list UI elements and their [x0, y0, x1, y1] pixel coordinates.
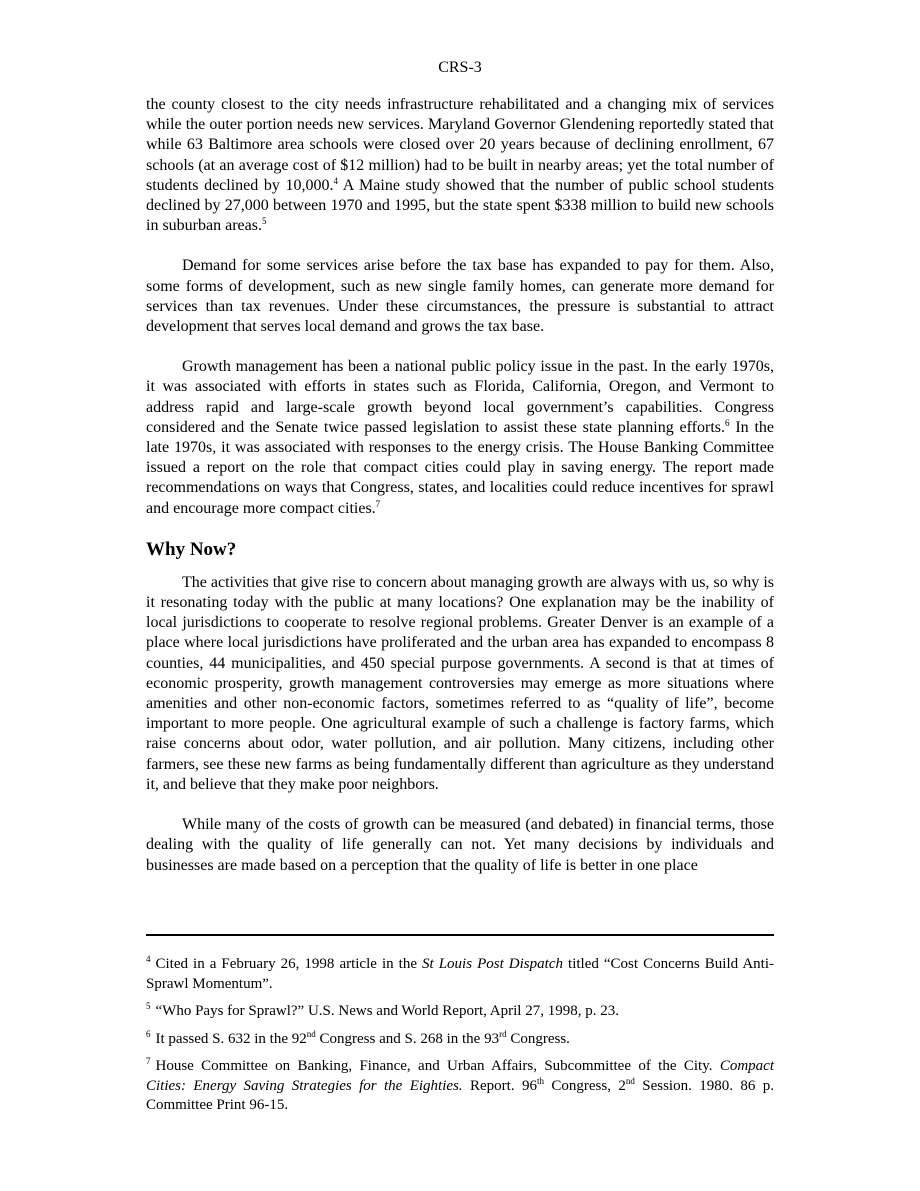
footnote-4-text-b: titled “Cost Concerns Build Anti-Sprawl Momentum”.	[146, 956, 774, 992]
footnote-7-text-c: Congress, 2	[544, 1077, 626, 1094]
paragraph-3	[146, 357, 774, 519]
footnote-5-mark: 5	[146, 1001, 151, 1011]
paragraph-1	[146, 95, 774, 236]
footnote-7-title: Compact Cities: Energy Saving Strategies for the Eighties.	[146, 1058, 774, 1094]
footnotes	[146, 955, 774, 1124]
paragraph-4: The activities that give rise to concern about managing growth are always with us, so why is it resonating today with the public at many locations? One explanation may be the inability of local jurisdictions to cooperate to resolve regional problems. Greater Denver is an example of a place where local jurisdictions have proliferated and the urban area has expanded to encompass 8 counties, 44 municipalities, and 450 special purpose governments. A second is that at times of economic prosperity, growth management controversies may emerge as more situations where amenities and other non-economic factors, sometimes referred to as “quality of life”, become important to more people. One agricultural example of such a challenge is factory farms, which raise concerns about odor, water pollution, and air pollution. Many citizens, including other farmers, see these new farms as being fundamentally different than agriculture as they understand it, and believe that they make poor neighbors.	[146, 573, 774, 793]
footnote-6	[146, 1030, 774, 1050]
footnote-7-ordinal-1: th	[536, 1075, 544, 1086]
footnote-6-text-b: Congress and S. 268 in the 93	[315, 1030, 500, 1047]
paragraph-5: While many of the costs of growth can be measured (and debated) in financial terms, those dealing with the quality of life generally can not. Yet many decisions by individuals and businesses are made based on a perception that the quality of life is better in one place	[146, 816, 774, 874]
footnote-6-mark: 6	[146, 1028, 151, 1039]
footnote-7-ordinal-2: nd	[625, 1075, 635, 1086]
footnote-4-title: St Louis Post Dispatch	[422, 956, 563, 972]
footnote-7-text-b: Report. 96	[462, 1077, 537, 1094]
footnote-4-text-a: Cited in a February 26, 1998 article in the	[155, 956, 423, 972]
footnote-ref-4: 4	[333, 175, 339, 186]
paragraph-3-text-a: Growth management has been a national public policy issue in the past. In the early 1970s, it was associated with efforts in states such as Florida, California, Oregon, and Vermont to address rapid and large-scale growth beyond local government’s capabilities. Congress considered and the Senate twice passed legislation to assist these state planning efforts.	[146, 358, 774, 436]
paragraph-1-text-b: A Maine study showed that the number of public school students declined by 27,000 between 1970 and 1995, but the state spent $338 million to build new schools in suburban areas.	[146, 176, 775, 235]
footnote-6-text-c: Congress.	[506, 1030, 570, 1047]
footnote-4-mark: 4	[146, 954, 151, 964]
footnote-7	[146, 1057, 774, 1116]
footnote-7-mark: 7	[146, 1056, 151, 1066]
section-heading: Why Now?	[146, 538, 237, 560]
footnote-7-text-d: Session. 1980. 86 p. Committee Print 96-15.	[146, 1077, 774, 1113]
paragraph-2: Demand for some services arise before the tax base has expanded to pay for them. Also, some forms of development, such as new single family homes, can generate more demand for services than tax revenues. Under these circumstances, the pressure is substantial to attract development that serves local demand and grows the tax base.	[146, 257, 774, 336]
footnote-separator	[146, 934, 774, 936]
body-text	[146, 95, 774, 896]
footnote-ref-5: 5	[261, 216, 267, 227]
footnote-4	[146, 955, 774, 994]
footnote-5-text: “Who Pays for Sprawl?” U.S. News and World Report, April 27, 1998, p. 23.	[155, 1003, 619, 1019]
footnote-6-ordinal-2: rd	[499, 1028, 507, 1039]
footnote-ref-7: 7	[375, 498, 381, 509]
footnote-ref-6: 6	[725, 417, 730, 428]
footnote-6-ordinal-1: nd	[306, 1028, 316, 1039]
paragraph-3-text-b: In the late 1970s, it was associated with responses to the energy crisis. The House Banking Committee issued a report on the role that compact cities could play in saving energy. The report made recommendations on ways that Congress, states, and localities could reduce incentives for sprawl and encourage more compact cities.	[146, 418, 775, 517]
footnote-7-text-a: House Committee on Banking, Finance, and Urban Affairs, Subcommittee of the City.	[155, 1058, 720, 1074]
page-number: CRS-3	[438, 59, 482, 76]
footnote-6-text-a: It passed S. 632 in the 92	[155, 1030, 307, 1047]
footnote-5	[146, 1002, 774, 1022]
paragraph-1-text-a: the county closest to the city needs infrastructure rehabilitated and a changing mix of services while the outer portion needs new services. Maryland Governor Glendening reportedly stated that while 63 Baltimore area schools were closed over 20 years because of declining enrollment, 67 schools (at an average cost of $12 million) had to be built in nearby areas; yet the total number of students declined by 10,000.	[146, 96, 774, 194]
